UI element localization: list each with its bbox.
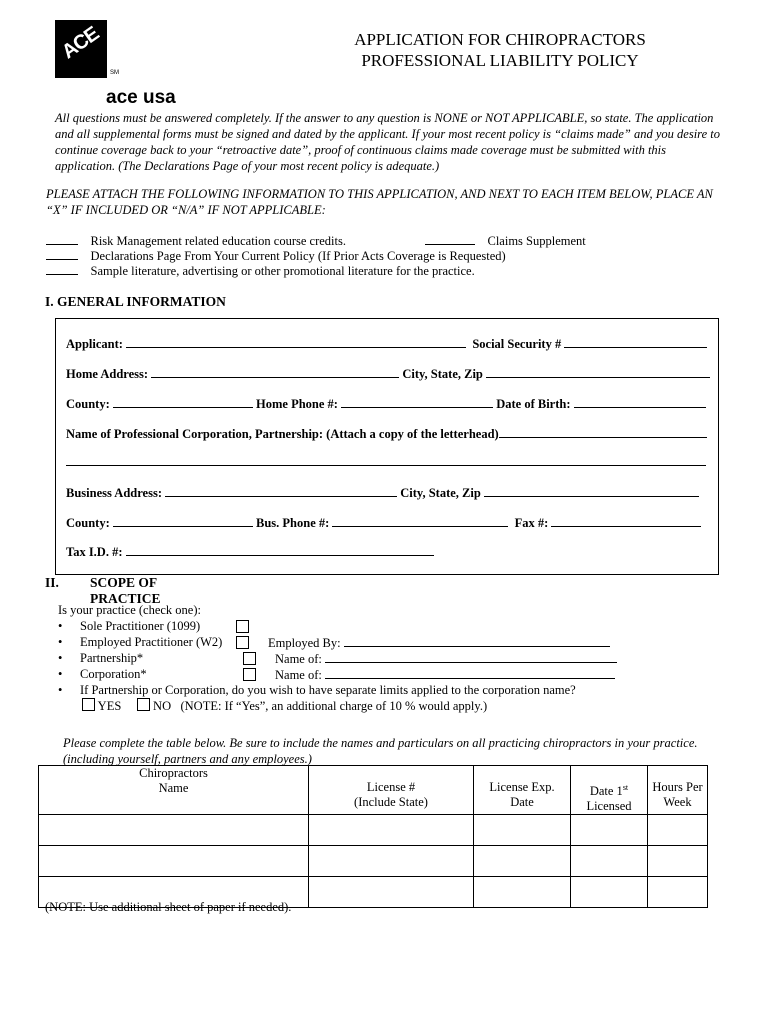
option-partnership: • Partnership*	[58, 651, 144, 665]
business-county-field[interactable]	[113, 515, 253, 527]
attach-blank-3[interactable]	[46, 263, 78, 275]
logo-name: ace usa	[106, 87, 176, 108]
table-cell[interactable]	[309, 877, 474, 908]
partnership-name-field[interactable]	[325, 651, 617, 663]
logo-tm: SM	[110, 70, 119, 76]
table-cell[interactable]	[648, 846, 708, 877]
table-cell[interactable]	[474, 846, 571, 877]
corporation-name-field[interactable]	[325, 667, 615, 679]
employed-by-row: Employed By:	[268, 635, 610, 651]
partnership-checkbox[interactable]	[243, 652, 256, 665]
applicant-row: Applicant: Social Security #	[66, 336, 707, 352]
home-city-state-zip-field[interactable]	[486, 366, 710, 378]
no-checkbox[interactable]	[137, 698, 150, 711]
yes-checkbox[interactable]	[82, 698, 95, 711]
attach-blank-2[interactable]	[46, 248, 78, 260]
table-cell[interactable]	[571, 877, 648, 908]
county-row: County: Home Phone #: Date of Birth:	[66, 396, 706, 412]
home-phone-field[interactable]	[341, 396, 493, 408]
option-corporation: • Corporation*	[58, 667, 147, 681]
corporation-checkbox[interactable]	[243, 668, 256, 681]
col-exp-header: License Exp. Date	[474, 766, 571, 815]
ace-logo-mark: ACE	[55, 20, 107, 78]
page-title: APPLICATION FOR CHIROPRACTORS PROFESSIONAL LIABILITY POLICY	[354, 30, 646, 70]
business-county-row: County: Bus. Phone #: Fax #:	[66, 515, 701, 531]
home-address-row: Home Address: City, State, Zip	[66, 366, 710, 382]
business-phone-field[interactable]	[332, 515, 508, 527]
option-employed: • Employed Practitioner (W2)	[58, 635, 223, 649]
table-header-row	[39, 766, 708, 815]
home-address-field[interactable]	[151, 366, 399, 378]
prof-corp-field-line2[interactable]	[66, 454, 706, 466]
table-cell[interactable]	[571, 846, 648, 877]
table-row	[39, 815, 708, 846]
attach-item-2: Declarations Page From Your Current Policy (If Prior Acts Coverage is Requested)	[46, 248, 506, 264]
applicant-field[interactable]	[126, 336, 466, 348]
business-city-state-zip-field[interactable]	[484, 485, 699, 497]
table-cell[interactable]	[474, 815, 571, 846]
table-cell[interactable]	[309, 815, 474, 846]
county-field[interactable]	[113, 396, 253, 408]
separate-limits-question: • If Partnership or Corporation, do you wish to have separate limits applied to the corporation name?	[58, 683, 576, 697]
section-2-heading: II. SCOPE OF PRACTICE	[45, 575, 161, 606]
attach-instructions: PLEASE ATTACH THE FOLLOWING INFORMATION TO THIS APPLICATION, AND NEXT TO EACH ITEM BELOW, PLACE AN “X” IF INCLUDED OR “N/A” IF NOT APPLICABLE:	[46, 187, 713, 217]
corporation-name-row: Name of:	[275, 667, 615, 683]
col-hours-header: Hours Per Week	[648, 766, 708, 815]
col-license-header: License # (Include State)	[309, 766, 474, 815]
table-row	[39, 846, 708, 877]
practice-question: Is your practice (check one):	[58, 603, 201, 617]
attach-item-3: Sample literature, advertising or other promotional literature for the practice.	[46, 263, 475, 279]
table-cell[interactable]	[474, 877, 571, 908]
table-cell[interactable]	[309, 846, 474, 877]
attach-item-1: Risk Management related education course credits.	[46, 233, 346, 249]
tax-id-field[interactable]	[126, 544, 434, 556]
business-address-row: Business Address: City, State, Zip	[66, 485, 699, 501]
section-1-heading: I. GENERAL INFORMATION	[45, 294, 226, 309]
partnership-name-row: Name of:	[275, 651, 617, 667]
employed-by-field[interactable]	[344, 635, 610, 647]
general-info-box	[55, 318, 719, 575]
sole-checkbox[interactable]	[236, 620, 249, 633]
employed-checkbox[interactable]	[236, 636, 249, 649]
table-cell[interactable]	[571, 815, 648, 846]
fax-field[interactable]	[551, 515, 701, 527]
prof-corp-field[interactable]	[499, 426, 707, 438]
claims-supplement-item: Claims Supplement	[425, 233, 586, 249]
prof-corp-row: Name of Professional Corporation, Partnership: (Attach a copy of the letterhead)	[66, 426, 707, 442]
table-cell[interactable]	[648, 877, 708, 908]
col-name-header: Chiropractors Name	[39, 766, 309, 815]
col-date-licensed-header: Date 1st Licensed	[571, 766, 648, 815]
table-cell[interactable]	[648, 815, 708, 846]
claims-supplement-blank[interactable]	[425, 233, 475, 245]
ssn-field[interactable]	[564, 336, 707, 348]
dob-field[interactable]	[574, 396, 706, 408]
option-sole: • Sole Practitioner (1099)	[58, 619, 201, 633]
table-cell[interactable]	[39, 815, 309, 846]
intro-text: All questions must be answered completely. If the answer to any question is NONE or NOT APPLICABLE, so state. The application and all supplemental forms must be signed and dated by the applicant. If your most recent policy is “claims made” and you desire to continue coverage back to your “retroactive date”, proof of continuous claims made coverage must be submitted with this application. (The Declarations Page of your most recent policy is adequate.)	[55, 111, 720, 173]
footnote: (NOTE: Use additional sheet of paper if needed).	[45, 900, 292, 914]
table-cell[interactable]	[39, 846, 309, 877]
business-address-field[interactable]	[165, 485, 397, 497]
yes-no-row: YES NO (NOTE: If “Yes”, an additional charge of 10 % would apply.)	[82, 698, 487, 714]
table-instructions: Please complete the table below. Be sure to include the names and particulars on all practicing chiropractors in your practice. (including yourself, partners and any employees.)	[63, 736, 698, 766]
tax-id-row: Tax I.D. #:	[66, 544, 434, 560]
attach-blank-1[interactable]	[46, 233, 78, 245]
chiropractors-table	[38, 765, 708, 908]
